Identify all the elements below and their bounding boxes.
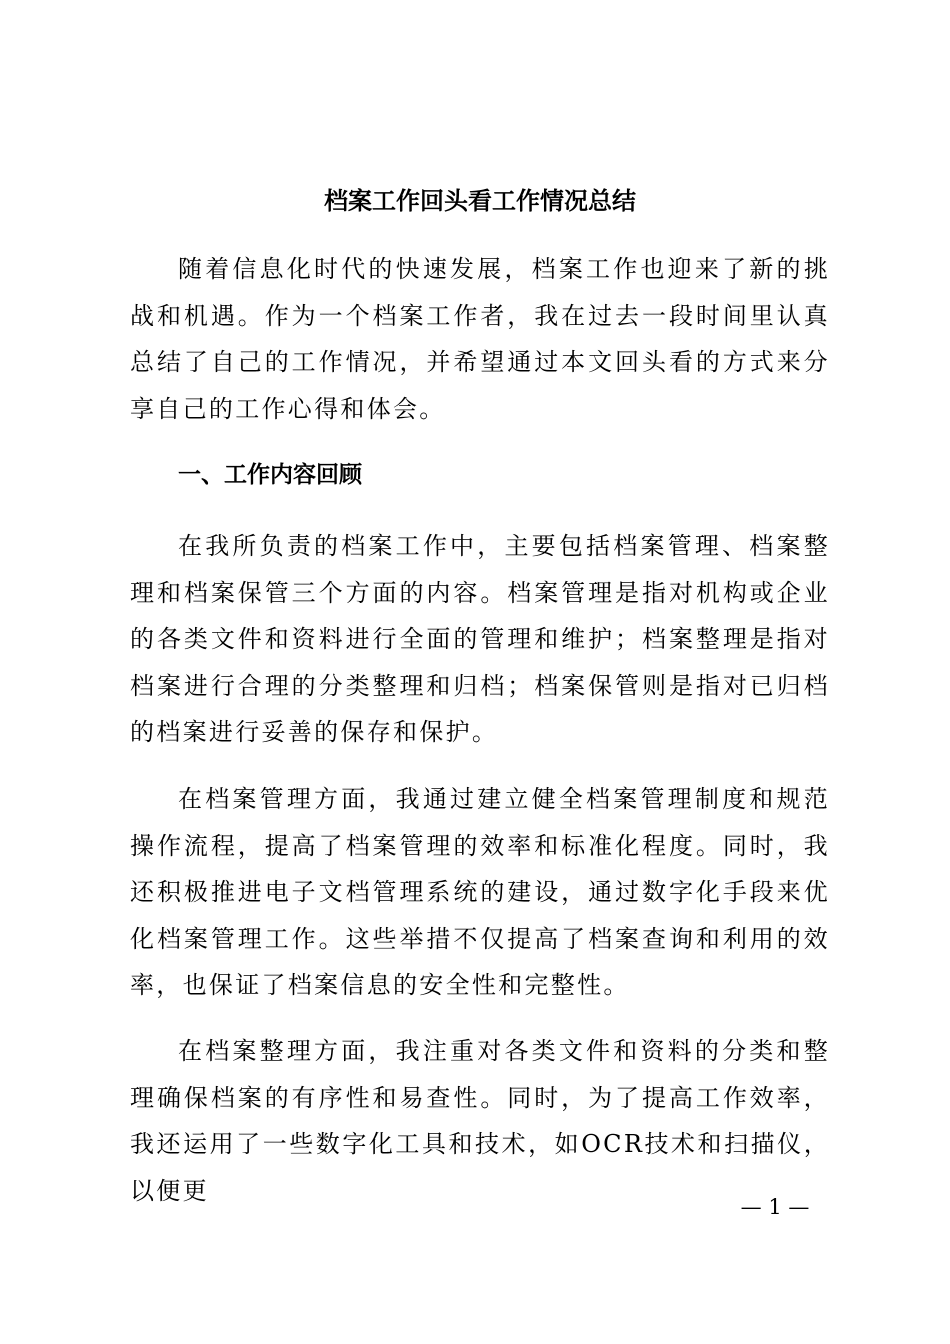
body-paragraph-1: 在我所负责的档案工作中，主要包括档案管理、档案整理和档案保管三个方面的内容。档案管理是指对机构或企业的各类文件和资料进行全面的管理和维护；档案整理是指对档案进行合理的分类整理和归档；档案保管则是指对已归档的档案进行妥善的保存和保护。 xyxy=(130,532,830,746)
page-number: — 1 — xyxy=(740,1195,810,1219)
intro-paragraph: 随着信息化时代的快速发展，档案工作也迎来了新的挑战和机遇。作为一个档案工作者，我在过去一段时间里认真总结了自己的工作情况，并希望通过本文回头看的方式来分享自己的工作心得和体会。 xyxy=(130,255,830,423)
section-heading: 一、工作内容回顾 xyxy=(178,462,362,488)
document-title: 档案工作回头看工作情况总结 xyxy=(324,186,636,215)
body-paragraph-3: 在档案整理方面，我注重对各类文件和资料的分类和整理确保档案的有序性和易查性。同时，为了提高工作效率，我还运用了一些数字化工具和技术，如OCR技术和扫描仪，以便更 xyxy=(130,1037,830,1205)
body-paragraph-2: 在档案管理方面，我通过建立健全档案管理制度和规范操作流程，提高了档案管理的效率和标准化程度。同时，我还积极推进电子文档管理系统的建设，通过数字化手段来优化档案管理工作。这些举措不仅提高了档案查询和利用的效率，也保证了档案信息的安全性和完整性。 xyxy=(130,785,830,999)
